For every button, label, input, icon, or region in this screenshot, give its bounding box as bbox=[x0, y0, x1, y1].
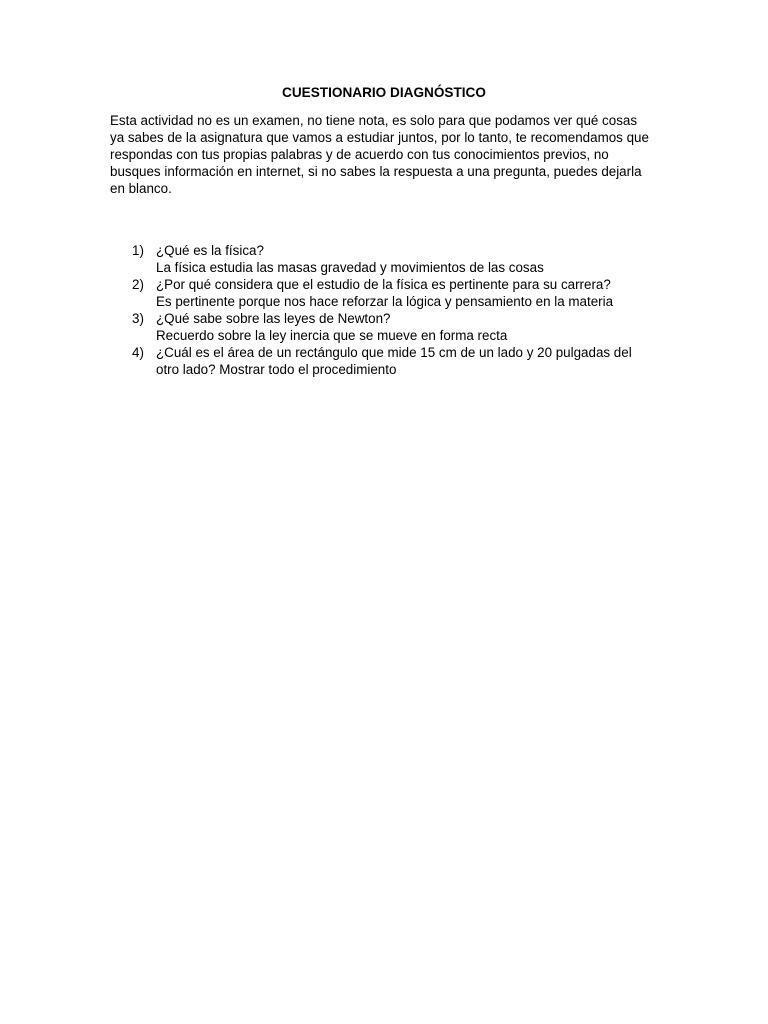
question-item bbox=[110, 310, 650, 344]
intro-paragraph: Esta actividad no es un examen, no tiene nota, es solo para que podamos ver qué cosas ya sabes de la asignatura que vamos a estudiar juntos, por lo tanto, te recomendamos que respondas con tus propias palabras y de acuerdo con tus conocimientos previos, no busques información en internet, si no sabes la respuesta a una pregunta, puedes dejarla en blanco. bbox=[110, 113, 649, 196]
question-item bbox=[110, 276, 650, 310]
question-number: 1) bbox=[132, 243, 144, 258]
question-item bbox=[110, 242, 650, 276]
question-text: ¿Por qué considera que el estudio de la física es pertinente para su carrera? bbox=[156, 277, 611, 292]
question-item bbox=[110, 344, 650, 378]
question-text: ¿Qué es la física? bbox=[156, 243, 264, 258]
question-number: 2) bbox=[132, 277, 144, 292]
question-list bbox=[110, 242, 650, 378]
question-text: ¿Cuál es el área de un rectángulo que mide 15 cm de un lado y 20 pulgadas del otro lado? Mostrar todo el procedimiento bbox=[156, 345, 632, 377]
answer-text: Es pertinente porque nos hace reforzar la lógica y pensamiento en la materia bbox=[156, 294, 614, 309]
question-number: 3) bbox=[132, 311, 144, 326]
question-number: 4) bbox=[132, 345, 144, 360]
document-title: CUESTIONARIO DIAGNÓSTICO bbox=[282, 85, 486, 100]
question-text: ¿Qué sabe sobre las leyes de Newton? bbox=[156, 311, 391, 326]
answer-text: La física estudia las masas gravedad y movimientos de las cosas bbox=[156, 260, 544, 275]
answer-text: Recuerdo sobre la ley inercia que se mueve en forma recta bbox=[156, 328, 508, 343]
